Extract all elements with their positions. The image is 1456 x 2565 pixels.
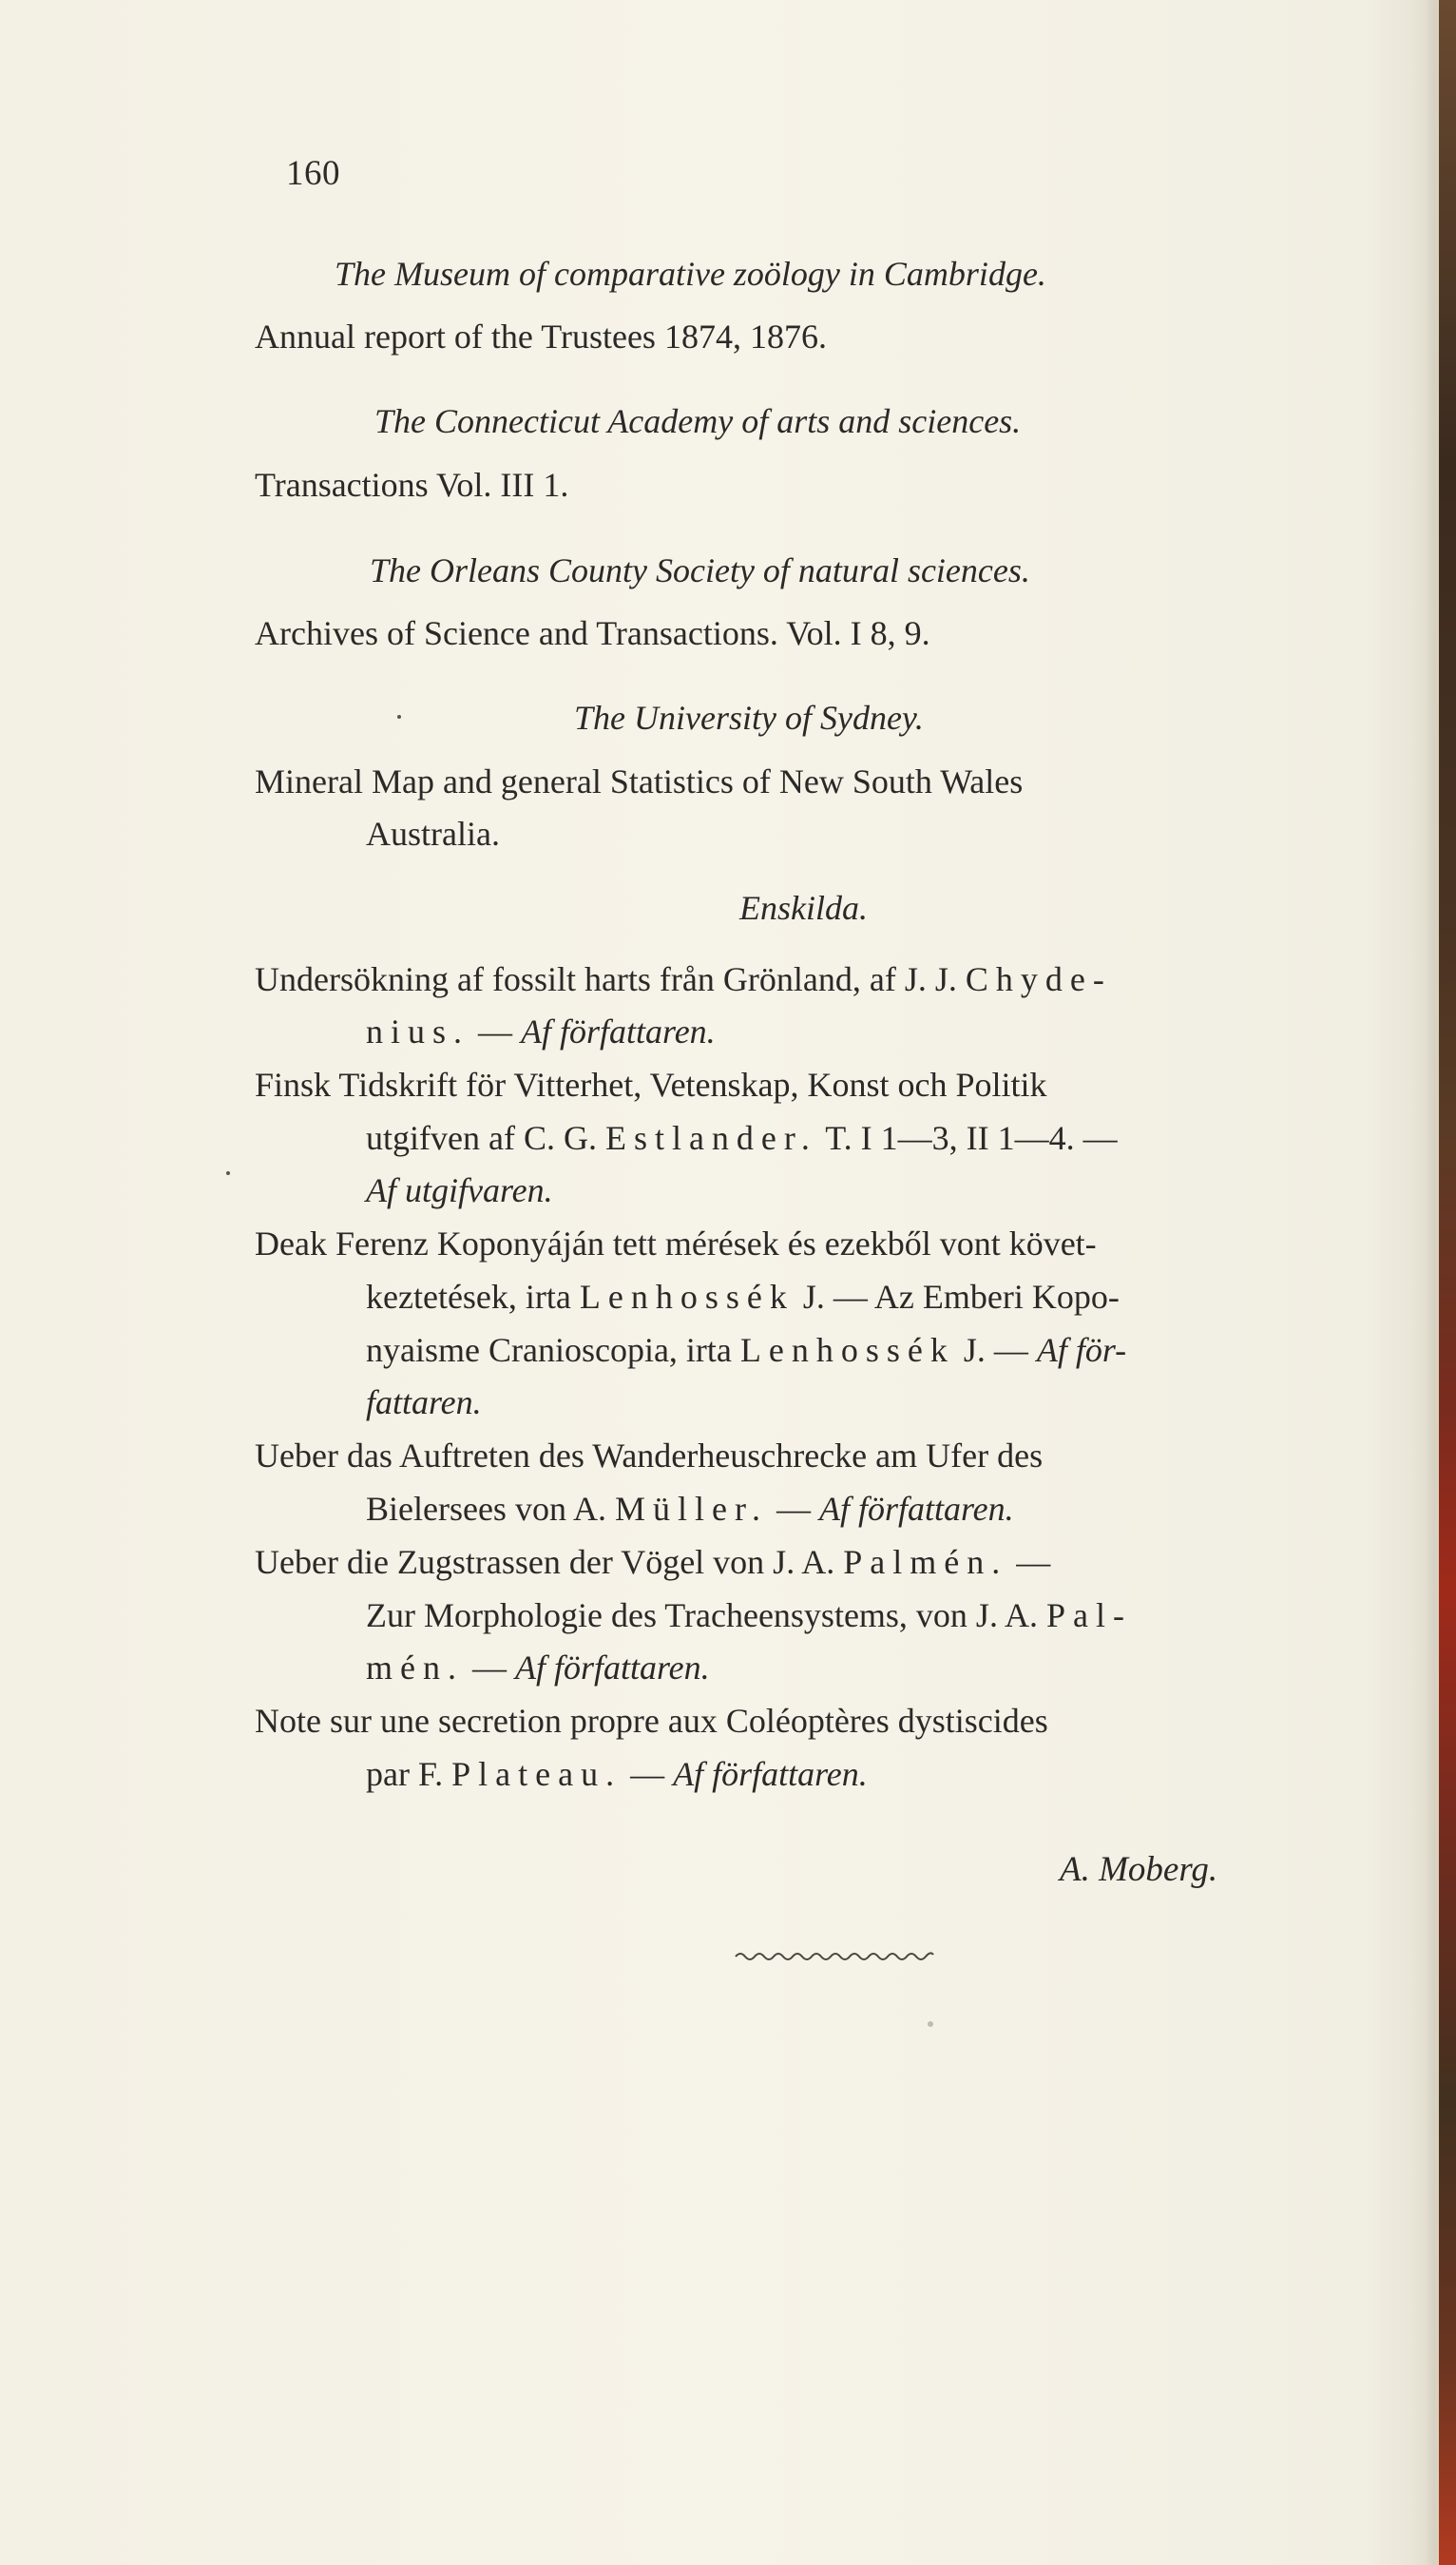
page-number: 160 (286, 154, 340, 193)
signature: A. Moberg. (1060, 1850, 1218, 1889)
dash: — (776, 1490, 811, 1528)
donor-note: Af författaren. (818, 1490, 1014, 1528)
text-span: J. — Az Emberi Kopo- (802, 1278, 1120, 1316)
text-span: utgifven af C. G. (366, 1119, 597, 1157)
entry-line-orleans: Archives of Science and Transactions. Vol. I 8, 9. (255, 614, 930, 652)
text-span: nyaisme Cranioscopia, irta (366, 1331, 732, 1369)
page-speck (226, 1171, 230, 1175)
text-span: Ueber die Zugstrassen der Vögel von J. A. (255, 1543, 835, 1581)
author-name: nius. (366, 1012, 470, 1051)
author-name: Palmén. (843, 1543, 1008, 1581)
text-span: keztetések, irta (366, 1278, 571, 1316)
author-name: Müller. (614, 1490, 768, 1528)
author-name: Pal- (1045, 1596, 1132, 1634)
author-name: Chyde- (965, 960, 1112, 998)
private-entry-line (255, 960, 1112, 998)
donor-note: Af utgifvaren. (366, 1171, 553, 1209)
private-entry-line (255, 1543, 1050, 1581)
author-name: Estlander. (604, 1119, 817, 1157)
private-entry-line (366, 1119, 1118, 1157)
private-entry-line: Deak Ferenz Koponyáján tett mérések és ezekből vont követ- (255, 1225, 1097, 1263)
section-heading: Enskilda. (739, 889, 868, 927)
author-name: mén. (366, 1649, 464, 1687)
private-entry-line: Finsk Tidskrift för Vitterhet, Vetenskap, Konst och Politik (255, 1066, 1047, 1104)
donor-note: fattaren. (366, 1383, 482, 1421)
donor-note: Af författaren. (521, 1012, 716, 1051)
private-entry-line (366, 1012, 716, 1051)
entry-title-sydney: The University of Sydney. (574, 699, 924, 737)
text-span: T. I 1—3, II 1—4. — (825, 1119, 1118, 1157)
private-entry-line (366, 1490, 1014, 1528)
private-entry-line (366, 1278, 1120, 1316)
text-span: Undersökning af fossilt harts från Grönland, af J. J. (255, 960, 957, 998)
dash: — (471, 1649, 507, 1687)
entry-title-connecticut: The Connecticut Academy of arts and sciences. (374, 402, 1022, 440)
page-edge (1435, 0, 1456, 2565)
dash: — (1016, 1543, 1051, 1581)
donor-note: Af för- (1036, 1331, 1127, 1369)
text-span: par F. (366, 1755, 444, 1793)
dash: — (630, 1755, 665, 1793)
private-entry-line: Ueber das Auftreten des Wanderheuschrecke am Ufer des (255, 1437, 1044, 1475)
text-span: Zur Morphologie des Tracheensystems, von J. A. (366, 1596, 1038, 1634)
dash: — (478, 1012, 513, 1051)
private-entry-line (366, 1331, 1126, 1369)
donor-note: Af författaren. (673, 1755, 868, 1793)
wavy-divider (734, 1949, 935, 1964)
donor-note: Af författaren. (514, 1649, 710, 1687)
entry-line-museum: Annual report of the Trustees 1874, 1876. (255, 318, 827, 356)
private-entry-line (366, 1596, 1132, 1634)
private-entry-line (366, 1755, 868, 1793)
author-name: Lenhossék (739, 1331, 955, 1369)
entry-line-sydney: Mineral Map and general Statistics of New South Wales (255, 762, 1024, 800)
page-speck (928, 2021, 933, 2027)
author-name: Lenhossék (579, 1278, 795, 1316)
entry-line-connecticut: Transactions Vol. III 1. (255, 466, 569, 504)
page-speck (397, 715, 401, 719)
entry-line-sydney-2: Australia. (366, 815, 500, 853)
text-span: Bielersees von A. (366, 1490, 606, 1528)
entry-title-museum: The Museum of comparative zoölogy in Cambridge. (335, 255, 1046, 293)
private-entry-line (366, 1649, 710, 1687)
author-name: Plateau. (451, 1755, 623, 1793)
private-entry-line: Note sur une secretion propre aux Coléoptères dystiscides (255, 1702, 1048, 1740)
text-span: J. — (963, 1331, 1028, 1369)
entry-title-orleans: The Orleans County Society of natural sciences. (370, 551, 1030, 589)
